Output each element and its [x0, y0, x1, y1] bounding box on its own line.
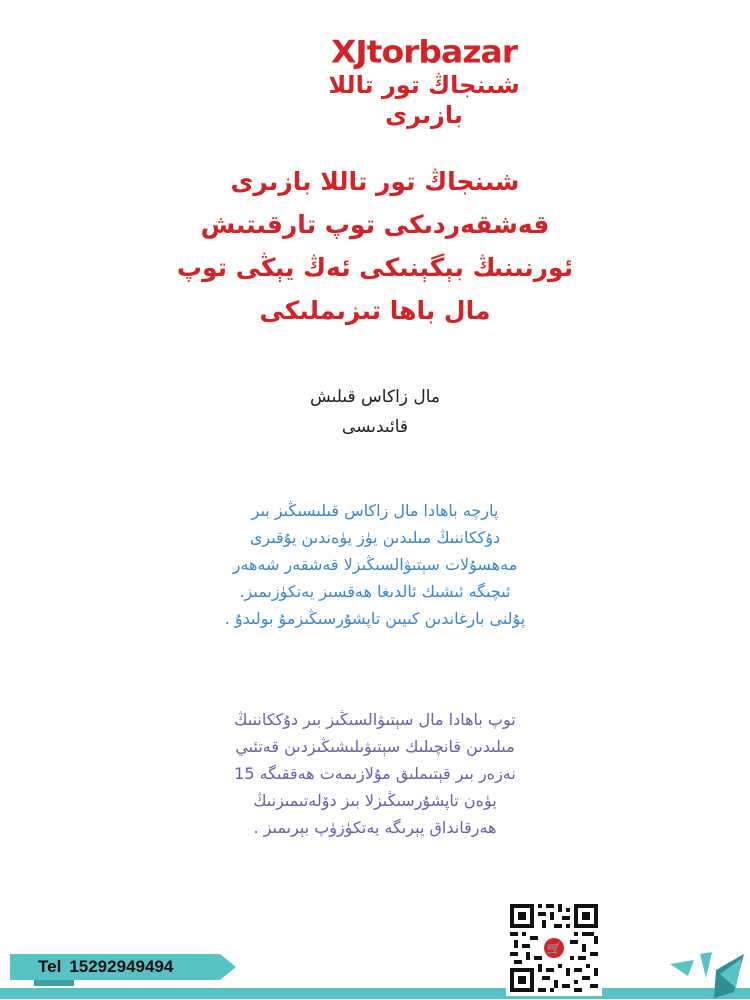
paragraph-line: مەھسۇلات سېتىۋالسىڭىزلا قەشقەر شەھەر [232, 555, 518, 574]
section-heading-line: قائىدىسى [341, 417, 409, 437]
logo-arabic-text: شىنجاڭ تور تاللا بازىرى [328, 71, 520, 129]
section-heading-line: مال زاكاس قىلىش [309, 387, 441, 407]
page-title [40, 160, 710, 332]
paragraph-line: پارچە باھادا مال زاكاس قىلىسىڭىز بىر [251, 501, 499, 520]
phone-label: Tel [38, 957, 62, 976]
footer-band [0, 988, 750, 999]
paragraph-line: توپ باھادا مال سېتىۋالسىڭىز بىر دۇككاننىڭ [234, 710, 516, 729]
phone-text [38, 957, 173, 977]
paragraph-line: ئىچىگە ئىشىك ئالدىغا ھەقسىز يەتكۈزىمىز. [239, 582, 511, 601]
title-line: مال باھا تىزىملىكى [259, 296, 491, 325]
retail-order-paragraph [150, 497, 600, 632]
title-line: ئورنىنىڭ بېگېنىكى ئەڭ يېڭى توپ [176, 253, 574, 282]
title-line: شىنجاڭ تور تاللا بازىرى [230, 167, 520, 196]
paragraph-line: نەزەر بىر قېتىملىق مۇلازىمەت ھەققىگە 15 [234, 764, 516, 783]
paragraph-line: يۈەن تاپشۇرسىڭىزلا بىز دۆلەتىمىزنىڭ [253, 791, 497, 810]
decorative-shapes [664, 948, 750, 999]
phone-number[interactable]: 15292949494 [69, 957, 174, 976]
section-heading [200, 382, 550, 442]
qr-code [506, 900, 602, 996]
cart-icon: 🛒 [544, 938, 564, 958]
title-line: قەشقەردىكى توپ تارقىتىش [200, 210, 550, 239]
brand-logo [298, 33, 550, 129]
paragraph-line: ھەرقانداق يېرىگە يەتكۈزۈپ بېرىمىز . [253, 818, 497, 837]
paragraph-line: پۇلنى بارغاندىن كىيىن تاپشۇرسىڭىزمۇ بولىدۇ . [224, 609, 526, 628]
paragraph-line: دۇككاننىڭ مىلىدىن يۈز يۈەندىن يۇقىرى [249, 528, 501, 547]
wholesale-order-paragraph [150, 706, 600, 841]
logo-latin-text: XJtorbazar [330, 33, 518, 71]
phone-banner [10, 954, 232, 980]
paragraph-line: مىلىدىن قانچىلىك سېتىۋىلىشىڭىزدىن قەتئىي [235, 737, 515, 756]
